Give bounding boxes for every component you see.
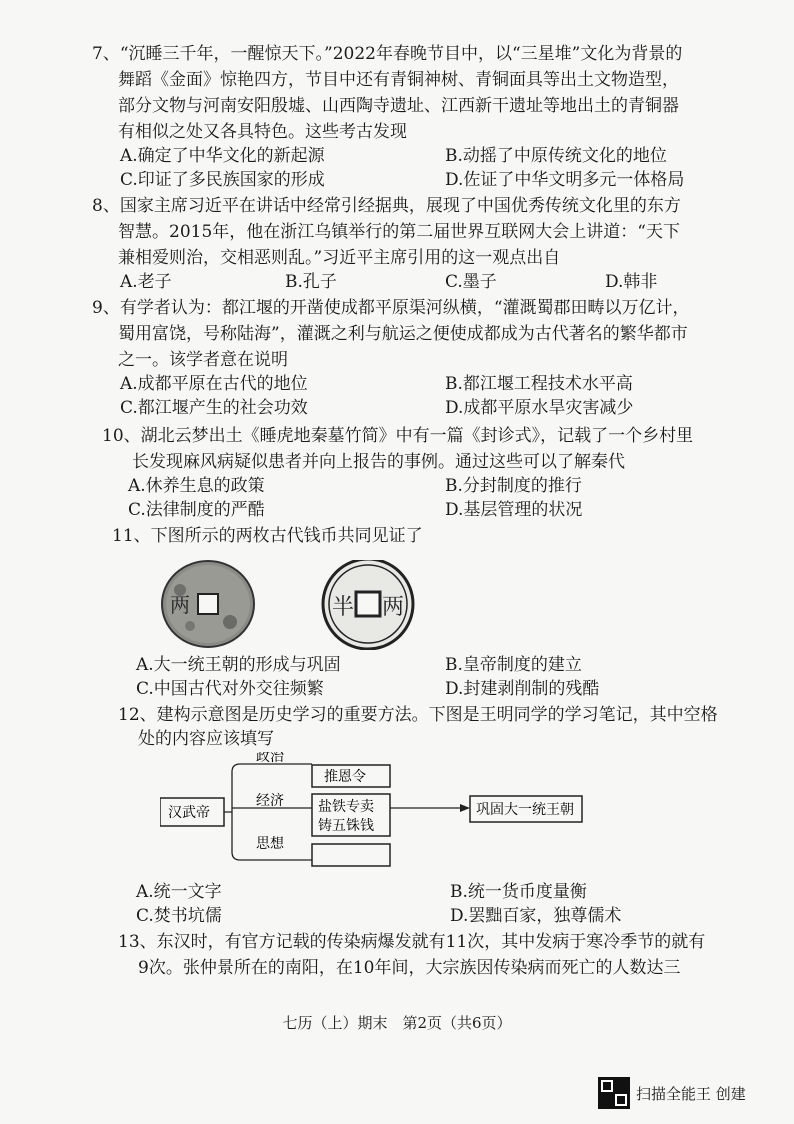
coin-char-left: 两 [170,593,190,617]
question-text: 建构示意图是历史学习的重要方法。下图是王明同学的学习笔记，其中空格 [156,705,718,725]
option-a: A.确定了中华文化的新起源 [120,146,325,166]
question-number: 12、 [118,705,157,725]
question-text: “沉睡三千年，一醒惊天下。”2022年春晚节目中，以“三星堆”文化为背景的 [119,44,683,64]
option-a: A.老子 [120,272,172,292]
option-c: C.印证了多民族国家的形成 [120,170,325,190]
option-c: C.中国古代对外交往频繁 [136,679,324,699]
question-12-line-1 [118,703,718,728]
question-text: 有学者认为：都江堰的开凿使成都平原渠河纵横，“灌溉蜀郡田畴以万亿计， [119,298,690,318]
diagram-branch-economy: 经济 [256,793,284,809]
option-d: D.罢黜百家，独尊儒术 [450,906,622,926]
qr-code-icon [598,1077,630,1109]
option-c: C.法律制度的严酷 [128,500,265,520]
diagram-branch-politics: 政治 [256,752,284,765]
option-b: B.分封制度的推行 [445,476,582,496]
option-d: D.佐证了中华文明多元一体格局 [445,170,685,190]
question-text: 兼相爱则治，交相恶则乱。”习近平主席引用的这一观点出自 [118,248,561,268]
diagram-box-politics: 推恩令 [324,769,366,785]
diagram-blank-box [312,844,390,866]
question-text: 湖北云梦出土《睡虎地秦墓竹简》中有一篇《封诊式》，记载了一个乡村里 [140,426,694,446]
question-text: 舞蹈《金面》惊艳四方，节目中还有青铜神树、青铜面具等出土文物造型， [118,70,679,90]
question-7-line-1 [92,42,682,67]
question-number: 9、 [92,298,120,318]
question-13-line-1 [118,930,705,955]
option-d: D.基层管理的状况 [445,500,583,520]
option-b: B.动摇了中原传统文化的地位 [445,146,667,166]
option-b: B.统一货币度量衡 [450,882,587,902]
question-number: 13、 [118,932,157,952]
question-text: 长发现麻风病疑似患者并向上报告的事例。通过这些可以了解秦代 [132,452,625,472]
scanner-watermark [598,1076,788,1110]
option-c: C.焚书坑儒 [136,906,222,926]
question-text: 国家主席习近平在讲话中经常引经据典，展现了中国优秀传统文化里的东方 [119,196,681,216]
question-text: 处的内容应该填写 [138,729,274,749]
question-11-line-1 [112,524,423,549]
banliang-coin-image [162,561,254,647]
arrow-icon [460,804,470,812]
diagram-box-economy-line2: 铸五铢钱 [318,818,374,834]
option-a: A.成都平原在古代的地位 [120,374,308,394]
scanner-brand-text: 扫描全能王 创建 [636,1084,746,1103]
diagram-box-economy-line1: 盐铁专卖 [318,799,374,815]
option-c: C.都江堰产生的社会功效 [120,398,308,418]
option-c: C.墨子 [445,272,497,292]
option-a: A.休养生息的政策 [128,476,265,496]
page-footer: 七历（上）期末 第2页（共6页） [282,1014,512,1032]
wuzhu-coin-image [323,560,413,649]
question-text: 下图所示的两枚古代钱币共同见证了 [150,526,423,546]
question-text: 智慧。2015年，他在浙江乌镇举行的第二届世界互联网大会上讲道：“天下 [118,222,680,242]
option-d: D.韩非 [605,272,658,292]
question-8-line-1 [92,194,681,219]
option-a: A.统一文字 [136,882,222,902]
diagram-result-label: 巩固大一统王朝 [476,802,574,818]
question-text: 有相似之处又各具特色。这些考古发现 [118,122,407,142]
question-9-line-1 [92,296,690,321]
diagram-center-label: 汉武帝 [168,805,210,821]
option-a: A.大一统王朝的形成与巩固 [136,655,341,675]
option-d: D.封建剥削制的残酷 [445,679,600,699]
coin-char-left: 半 [332,595,355,620]
question-number: 11、 [112,526,151,546]
coin-char-right: 两 [382,595,405,620]
option-b: B.皇帝制度的建立 [445,655,582,675]
question-10-line-1 [102,424,693,449]
question-text: 之一。该学者意在说明 [118,350,288,370]
question-number: 7、 [92,44,120,64]
question-text: 东汉时，有官方记载的传染病爆发就有11次，其中发病于寒冷季节的就有 [156,932,706,952]
question-text: 蜀用富饶，号称陆海”，灌溉之利与航运之便使成都成为古代著名的繁华都市 [118,324,688,344]
question-number: 8、 [92,196,120,216]
question-number: 10、 [102,426,141,446]
option-b: B.都江堰工程技术水平高 [445,374,633,394]
question-text: 部分文物与河南安阳殷墟、山西陶寺遗址、江西新干遗址等地出土的青铜器 [118,96,679,116]
coins-figure [160,560,420,654]
option-d: D.成都平原水旱灾害减少 [445,398,634,418]
option-b: B.孔子 [285,272,337,292]
diagram-branch-thought: 思想 [256,836,284,852]
question-text: 9次。张仲景所在的南阳，在10年间，大宗族因传染病而死亡的人数达三 [138,958,681,978]
concept-diagram [160,752,620,876]
